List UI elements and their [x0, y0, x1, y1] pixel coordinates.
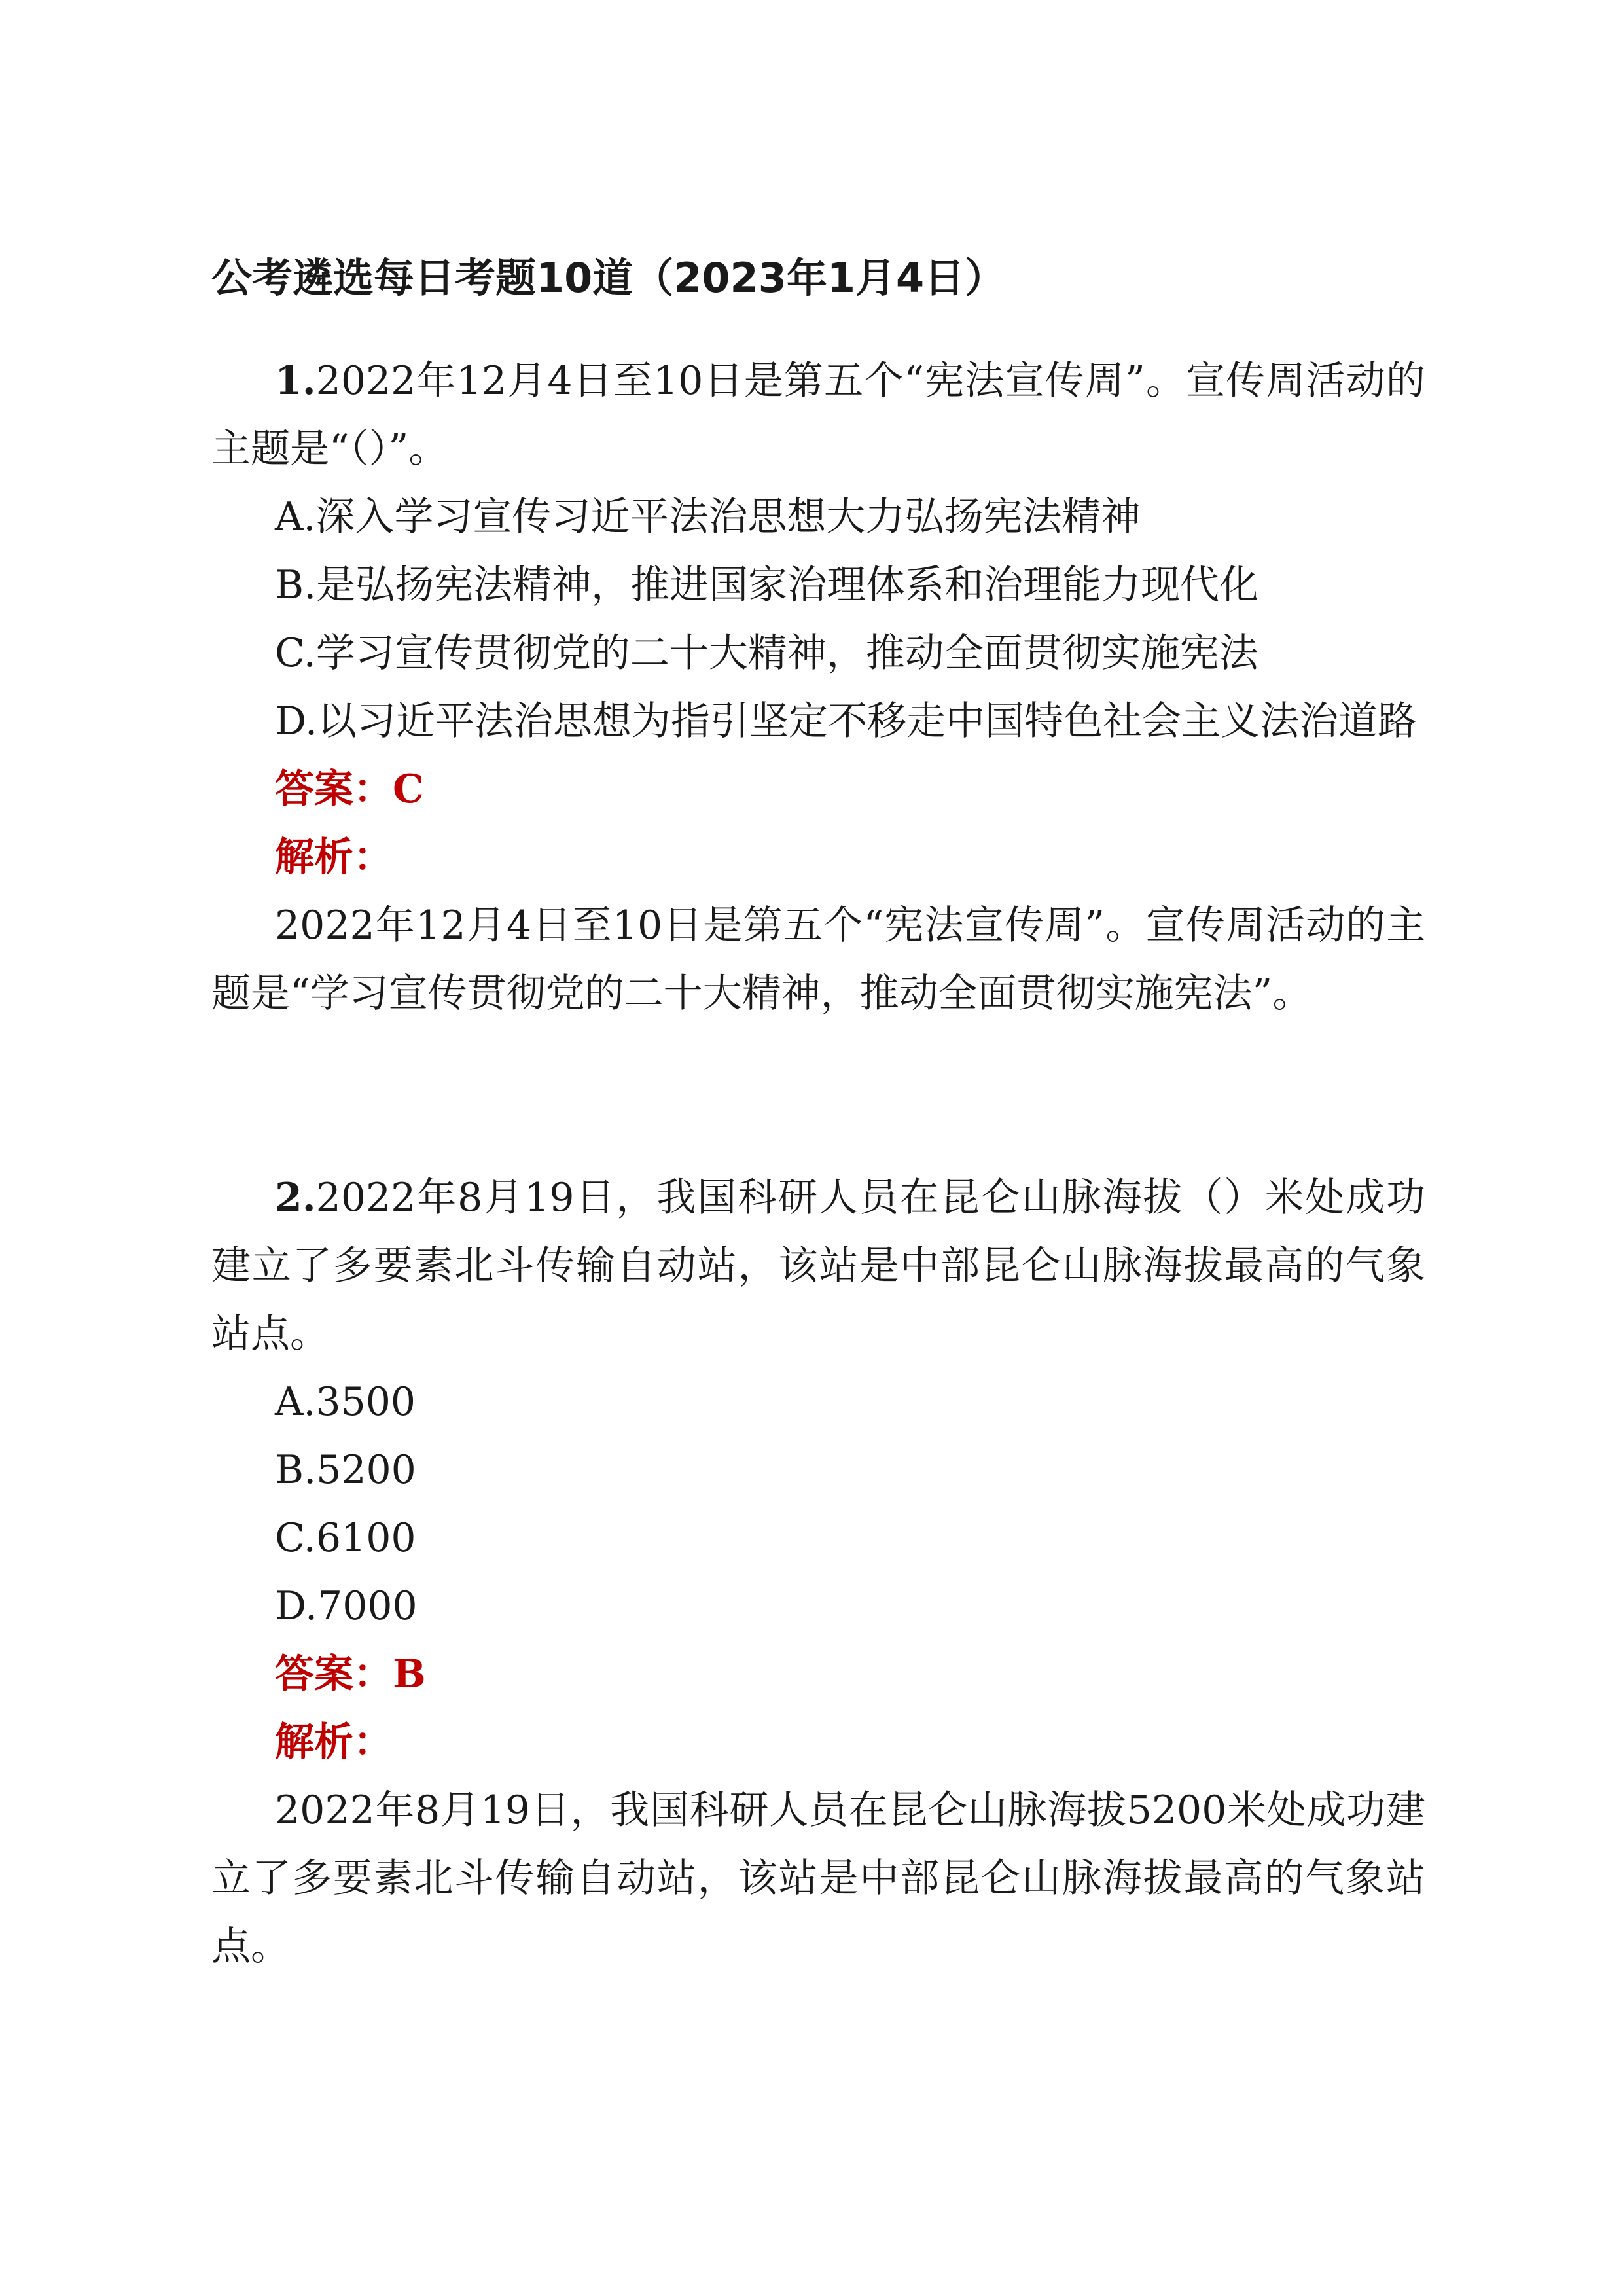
option-a: A.3500: [275, 1379, 416, 1425]
analysis-text: 2022年12月4日至10日是第五个“宪法宣传周”。宣传周活动的主题是“学习宣传贯彻党的二十大精神，推动全面贯彻实施宪法”。: [211, 903, 1425, 1016]
answer-value: B: [393, 1651, 426, 1697]
analysis-label: 解析：: [275, 1719, 393, 1765]
answer-label: 答案：: [275, 766, 393, 812]
analysis-text: 2022年8月19日，我国科研人员在昆仑山脉海拔5200米处成功建立了多要素北斗传输自动站，该站是中部昆仑山脉海拔最高的气象站点。: [211, 1787, 1425, 1969]
answer-line: [211, 1640, 1425, 1708]
question-number: 2.: [275, 1175, 316, 1221]
analysis-label: 解析：: [275, 834, 393, 880]
question-text: 2022年12月4日至10日是第五个“宪法宣传周”。宣传周活动的主题是“（）”。: [211, 358, 1425, 472]
option-c: C.6100: [275, 1515, 416, 1561]
question-number: 1.: [275, 358, 316, 404]
option-d: D.7000: [275, 1583, 418, 1629]
question-spacer: [211, 1028, 1425, 1164]
question-text: 2022年8月19日，我国科研人员在昆仑山脉海拔（）米处成功建立了多要素北斗传输自动站，该站是中部昆仑山脉海拔最高的气象站点。: [211, 1175, 1425, 1357]
question-2: [211, 1164, 1425, 1981]
document-page: [211, 249, 1425, 1981]
option-b: B.5200: [275, 1447, 416, 1493]
question-stem: [211, 347, 1425, 483]
option-c: C.学习宣传贯彻党的二十大精神，推动全面贯彻实施宪法: [275, 630, 1258, 676]
option-a: A.深入学习宣传习近平法治思想大力弘扬宪法精神: [275, 494, 1141, 540]
option-b: B.是弘扬宪法精神，推进国家治理体系和治理能力现代化: [275, 562, 1259, 608]
question-stem: [211, 1164, 1425, 1368]
document-title: 公考遴选每日考题10道（2023年1月4日）: [211, 254, 1006, 302]
option-d: D.以习近平法治思想为指引坚定不移走中国特色社会主义法治道路: [275, 698, 1418, 744]
question-1: [211, 347, 1425, 1028]
answer-value: C: [393, 766, 424, 812]
answer-label: 答案：: [275, 1651, 393, 1697]
answer-line: [211, 755, 1425, 823]
